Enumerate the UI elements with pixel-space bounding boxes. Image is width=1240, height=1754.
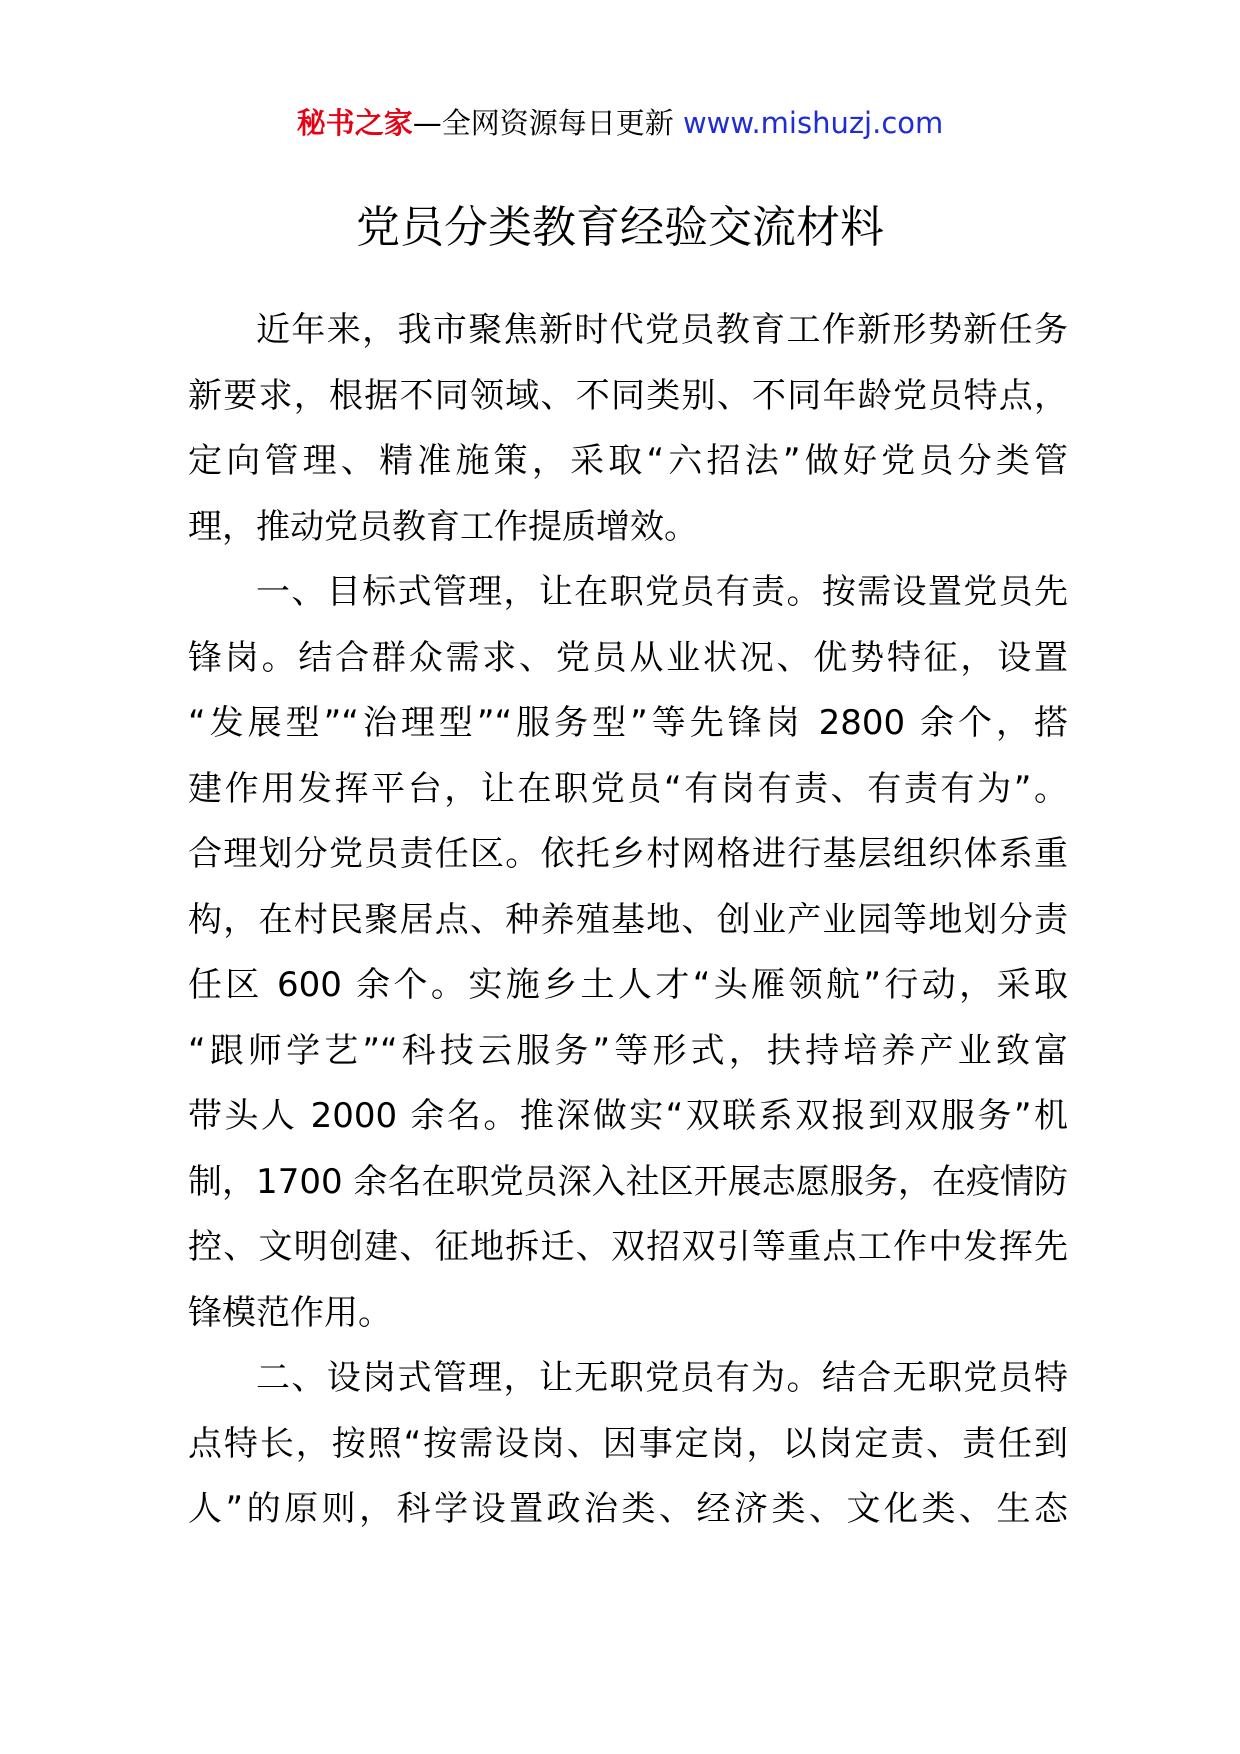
paragraph-line: 一、目标式管理，让在职党员有责。按需设置党员先 (256, 572, 1068, 612)
paragraph-line: 建作用发挥平台，让在职党员“有岗有责、有责有为”。 (188, 768, 1068, 809)
paragraph-line: 定向管理、精准施策，采取“六招法”做好党员分类管 (188, 441, 1068, 481)
paragraph-line: 人”的原则，科学设置政治类、经济类、文化类、生态 (188, 1489, 1068, 1529)
brand-name: 秘书之家 (296, 106, 413, 140)
paragraph-line: 二、设岗式管理，让无职党员有为。结合无职党员特 (256, 1358, 1068, 1398)
paragraph-line: 任区 600 余个。实施乡土人才“头雁领航”行动，采取 (188, 965, 1068, 1005)
paragraph-line: 点特长，按照“按需设岗、因事定岗，以岗定责、责任到 (188, 1423, 1068, 1464)
paragraph-line: 制，1700 余名在职党员深入社区开展志愿服务，在疫情防 (188, 1161, 1068, 1202)
paragraph-line: 新要求，根据不同领域、不同类别、不同年龄党员特点， (188, 375, 1068, 416)
paragraph-line: 构，在村民聚居点、种养殖基地、创业产业园等地划分责 (188, 899, 1068, 940)
site-url-link[interactable]: www.mishuzj.com (682, 106, 944, 140)
site-banner (0, 100, 1240, 146)
paragraph-line: “跟师学艺”“科技云服务”等形式，扶持培养产业致富 (188, 1030, 1068, 1071)
banner-tagline: —全网资源每日更新 (412, 106, 674, 140)
paragraph-line: 近年来，我市聚焦新时代党员教育工作新形势新任务 (256, 310, 1068, 350)
paragraph-line: “发展型”“治理型”“服务型”等先锋岗 2800 余个，搭 (188, 703, 1068, 743)
paragraph-line: 锋岗。结合群众需求、党员从业状况、优势特征，设置 (188, 637, 1068, 678)
paragraph-line: 带头人 2000 余名。推深做实“双联系双报到双服务”机 (188, 1096, 1068, 1136)
paragraph-line: 理，推动党员教育工作提质增效。 (188, 506, 698, 547)
paragraph-line: 合理划分党员责任区。依托乡村网格进行基层组织体系重 (188, 834, 1068, 874)
document-body (188, 298, 1068, 1543)
paragraph-line: 锋模范作用。 (188, 1292, 392, 1333)
document-title: 党员分类教育经验交流材料 (356, 202, 884, 253)
paragraph-line: 控、文明创建、征地拆迁、双招双引等重点工作中发挥先 (188, 1227, 1068, 1267)
